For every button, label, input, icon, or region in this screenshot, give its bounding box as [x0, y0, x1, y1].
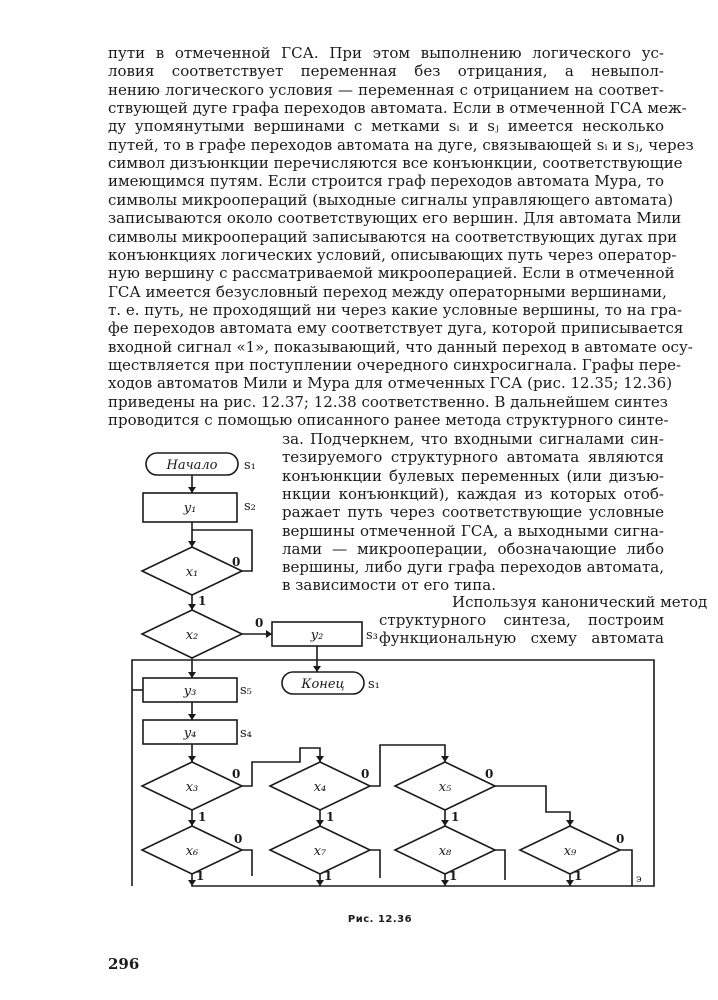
- wrap-text-line: конъюнкции булевых переменных (или дизъю-: [282, 466, 664, 485]
- branch-x6-1: 1: [196, 869, 205, 883]
- branch-x2-0: 0: [255, 616, 264, 630]
- operator-y2-label: y₂: [310, 628, 324, 643]
- operator-y4-label: y₄: [183, 726, 197, 741]
- corner-mark: э: [636, 874, 642, 885]
- branch-x9-0: 0: [616, 832, 625, 846]
- branch-x3-1: 1: [198, 810, 207, 824]
- condition-x2-label: x₂: [185, 628, 199, 643]
- branch-x6-0: 0: [234, 832, 243, 846]
- branch-x5-0: 0: [485, 767, 494, 781]
- top-text-line: символы микроопераций записываются на соответствующих дугах при: [108, 227, 678, 246]
- top-text-line: нению логического условия — переменная с отрицанием на соответ-: [108, 80, 664, 99]
- wrap-text-line: вершины, либо дуги графа переходов автомата,: [282, 558, 664, 577]
- top-text-line: т. е. путь, не проходящий ни через какие условные вершины, то на гра-: [108, 300, 682, 319]
- condition-x4-label: x₄: [313, 780, 327, 795]
- wrap-text-line: за. Подчеркнем, что входными сигналами син-: [282, 430, 664, 448]
- top-text-line: записываются около соответствующих его вершин. Для автомата Мили: [108, 209, 682, 228]
- wrap-text-line: лами — микрооперации, обозначающие либо: [282, 539, 664, 558]
- top-text-line: ходов автоматов Мили и Мура для отмеченных ГСА (рис. 12.35; 12.36): [108, 374, 673, 393]
- wrap-text-line: в зависимости от его типа.: [282, 576, 496, 595]
- top-text-line: приведены на рис. 12.37; 12.38 соответственно. В дальнейшем синтез: [108, 392, 668, 411]
- top-text-line: путей, то в графе переходов автомата на дуге, связывающей sᵢ и sⱼ, через: [108, 135, 694, 154]
- state-label-s2: s₂: [244, 499, 256, 514]
- top-text-line: проводится с помощью описанного ранее метода структурного синте-: [108, 411, 669, 429]
- top-text-line: ществляется при поступлении очередного синхросигнала. Графы пере-: [108, 355, 682, 374]
- top-text-line: ду упомянутыми вершинами с метками sᵢ и sⱼ имеется несколько: [108, 117, 664, 136]
- right-text-line: функциональную схему автомата: [379, 629, 664, 647]
- top-text-line: символ дизъюнкции перечисляются все конъюнкции, соответствующие: [108, 154, 683, 173]
- branch-x3-0: 0: [232, 767, 241, 781]
- right-text-line: структурного синтеза, построим: [379, 611, 664, 629]
- end-label: Конец: [301, 677, 345, 692]
- state-label-s3: s₃: [366, 628, 378, 643]
- top-text-line: ГСА имеется безусловный переход между операторными вершинами,: [108, 282, 667, 301]
- wrap-text-line: нкции конъюнкций), каждая из которых отоб-: [282, 484, 664, 503]
- state-label-s5: s₅: [240, 683, 252, 698]
- state-label-s4: s₄: [240, 726, 252, 741]
- branch-x8-1: 1: [449, 869, 458, 883]
- branch-x4-0: 0: [361, 767, 370, 781]
- operator-y3-label: y₃: [183, 684, 197, 699]
- condition-x5-label: x₅: [438, 780, 452, 795]
- wrap-text-line: ражает путь через соответствующие условные: [282, 503, 664, 522]
- state-label-s1-top: s₁: [244, 458, 256, 473]
- branch-x1-1: 1: [198, 594, 207, 608]
- top-text-line: ную вершину с рассматриваемой микрооперацией. Если в отмеченной: [108, 264, 675, 283]
- top-text-line: пути в отмеченной ГСА. При этом выполнению логического ус-: [108, 44, 664, 62]
- wrap-text-line: тезируемого структурного автомата являются: [282, 448, 664, 467]
- condition-x6-label: x₆: [185, 844, 199, 859]
- condition-x9-label: x₉: [563, 844, 577, 859]
- top-text-line: имеющимся путям. Если строится граф переходов автомата Мура, то: [108, 172, 664, 191]
- start-label: Начало: [166, 458, 218, 473]
- branch-x5-1: 1: [451, 810, 460, 824]
- top-text-line: входной сигнал «1», показывающий, что данный переход в автомате осу-: [108, 337, 693, 356]
- branch-x9-1: 1: [574, 869, 583, 883]
- condition-x8-label: x₈: [438, 844, 452, 859]
- top-text-line: символы микроопераций (выходные сигналы управляющего автомата): [108, 190, 674, 209]
- operator-y1-label: y₁: [183, 501, 197, 516]
- top-text-line: ствующей дуге графа переходов автомата. Если в отмеченной ГСА меж-: [108, 99, 687, 118]
- page-number: 296: [108, 955, 140, 973]
- figure-caption: Рис. 12.36: [347, 914, 413, 925]
- condition-x3-label: x₃: [185, 780, 199, 795]
- condition-x7-label: x₇: [313, 844, 327, 859]
- right-text-line: Используя канонический метод: [452, 593, 708, 611]
- top-text-line: конъюнкциях логических условий, описывающих путь через оператор-: [108, 245, 677, 264]
- top-text-line: ловия соответствует переменная без отрицания, а невыпол-: [108, 62, 664, 81]
- flow-lines: [132, 475, 654, 886]
- wrap-text-line: вершины отмеченной ГСА, а выходными сигна-: [282, 521, 664, 540]
- state-label-s1-end: s₁: [368, 677, 380, 692]
- top-text-line: фе переходов автомата ему соответствует дуга, которой приписывается: [108, 319, 684, 338]
- branch-x7-1: 1: [324, 869, 333, 883]
- branch-x1-0: 0: [232, 555, 241, 569]
- branch-x4-1: 1: [326, 810, 335, 824]
- condition-x1-label: x₁: [185, 565, 199, 580]
